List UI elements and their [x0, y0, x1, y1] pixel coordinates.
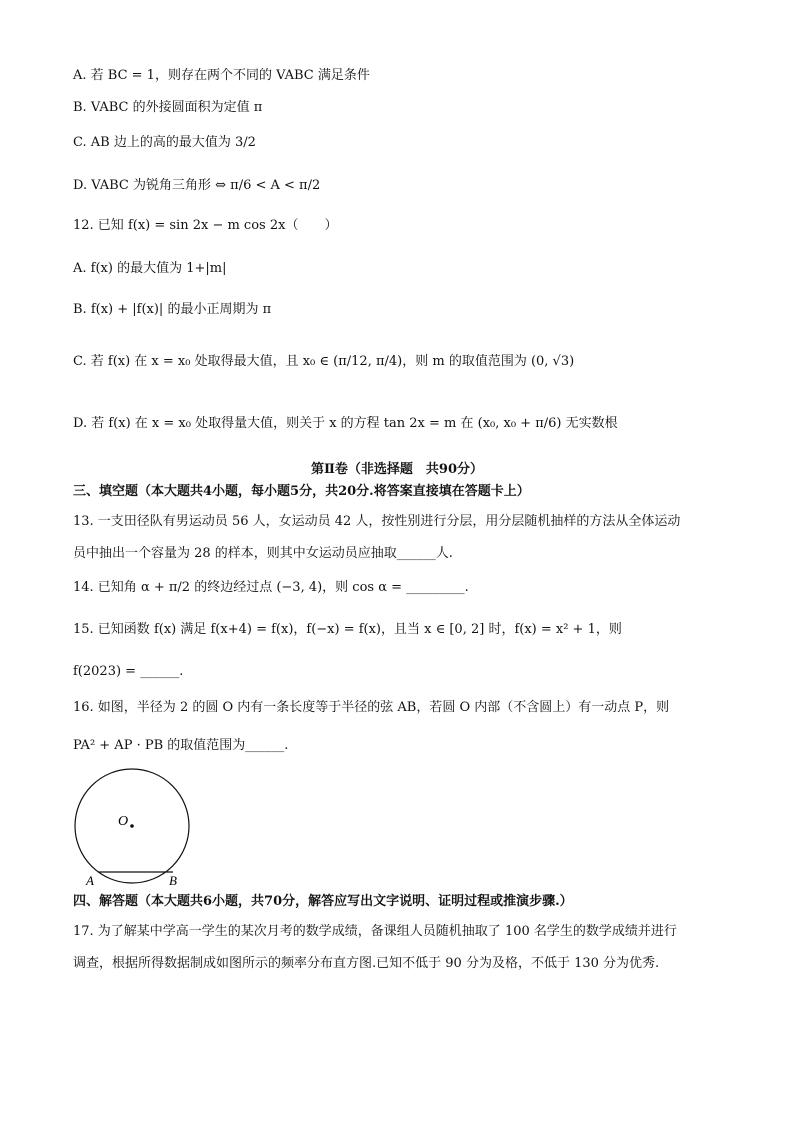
q12-option-d: D. 若 f(x) 在 x = x₀ 处取得量大值，则关于 x 的方程 tan 2x = m 在 (x₀, x₀ + π/6) 无实数根: [73, 416, 618, 431]
q15-line1: 15. 已知函数 f(x) 满足 f(x+4) = f(x)，f(−x) = f(x)，且当 x ∈ [0, 2] 时，f(x) = x² + 1，则: [73, 622, 622, 637]
q11-option-a: A. 若 BC = 1，则存在两个不同的 VABC 满足条件: [73, 68, 370, 83]
q17-line2: 调查，根据所得数据制成如图所示的频率分布直方图.已知不低于 90 分为及格，不低于 130 分为优秀.: [73, 956, 660, 971]
q11-option-c: C. AB 边上的高的最大值为 3/2: [73, 135, 256, 150]
section4-title: 四、解答题（本大题共6小题，共70分，解答应写出文字说明、证明过程或推演步骤.）: [73, 894, 573, 909]
q14: 14. 已知角 α + π/2 的终边经过点 (−3, 4)，则 cos α = _________.: [73, 580, 469, 595]
q13-line2: 员中抽出一个容量为 28 的样本，则其中女运动员应抽取______人.: [73, 546, 453, 561]
q13-line1: 13. 一支田径队有男运动员 56 人，女运动员 42 人，按性别进行分层，用分层随机抽样的方法从全体运动: [73, 514, 681, 529]
q12-option-c: C. 若 f(x) 在 x = x₀ 处取得最大值，且 x₀ ∈ (π/12, π/4)，则 m 的取值范围为 (0, √3): [73, 354, 575, 369]
q16-line2: PA² + AP · PB 的取值范围为______.: [73, 738, 289, 753]
q11-option-b: B. VABC 的外接圆面积为定值 π: [73, 100, 263, 115]
q12-option-b: B. f(x) + |f(x)| 的最小正周期为 π: [73, 302, 272, 317]
circle-figure: [70, 768, 200, 886]
part2-title: 第Ⅱ卷（非选择题 共90分）: [310, 462, 484, 477]
q12-stem: 12. 已知 f(x) = sin 2x − m cos 2x（ ）: [73, 218, 338, 233]
q11-option-d: D. VABC 为锐角三角形 ⇔ π/6 < A < π/2: [73, 178, 321, 193]
label-o: O: [118, 814, 129, 829]
label-a: A: [86, 873, 94, 886]
section3-title: 三、填空题（本大题共4小题，每小题5分，共20分.将答案直接填在答题卡上）: [73, 484, 530, 499]
label-b: B: [169, 873, 177, 886]
q15-line2: f(2023) = ______.: [73, 664, 184, 679]
center-dot: [130, 824, 134, 828]
q16-line1: 16. 如图，半径为 2 的圆 O 内有一条长度等于半径的弦 AB，若圆 O 内部（不含圆上）有一动点 P，则: [73, 700, 670, 715]
q12-option-a: A. f(x) 的最大值为 1+|m|: [73, 261, 227, 276]
q17-line1: 17. 为了解某中学高一学生的某次月考的数学成绩，备课组人员随机抽取了 100 名学生的数学成绩并进行: [73, 924, 677, 939]
